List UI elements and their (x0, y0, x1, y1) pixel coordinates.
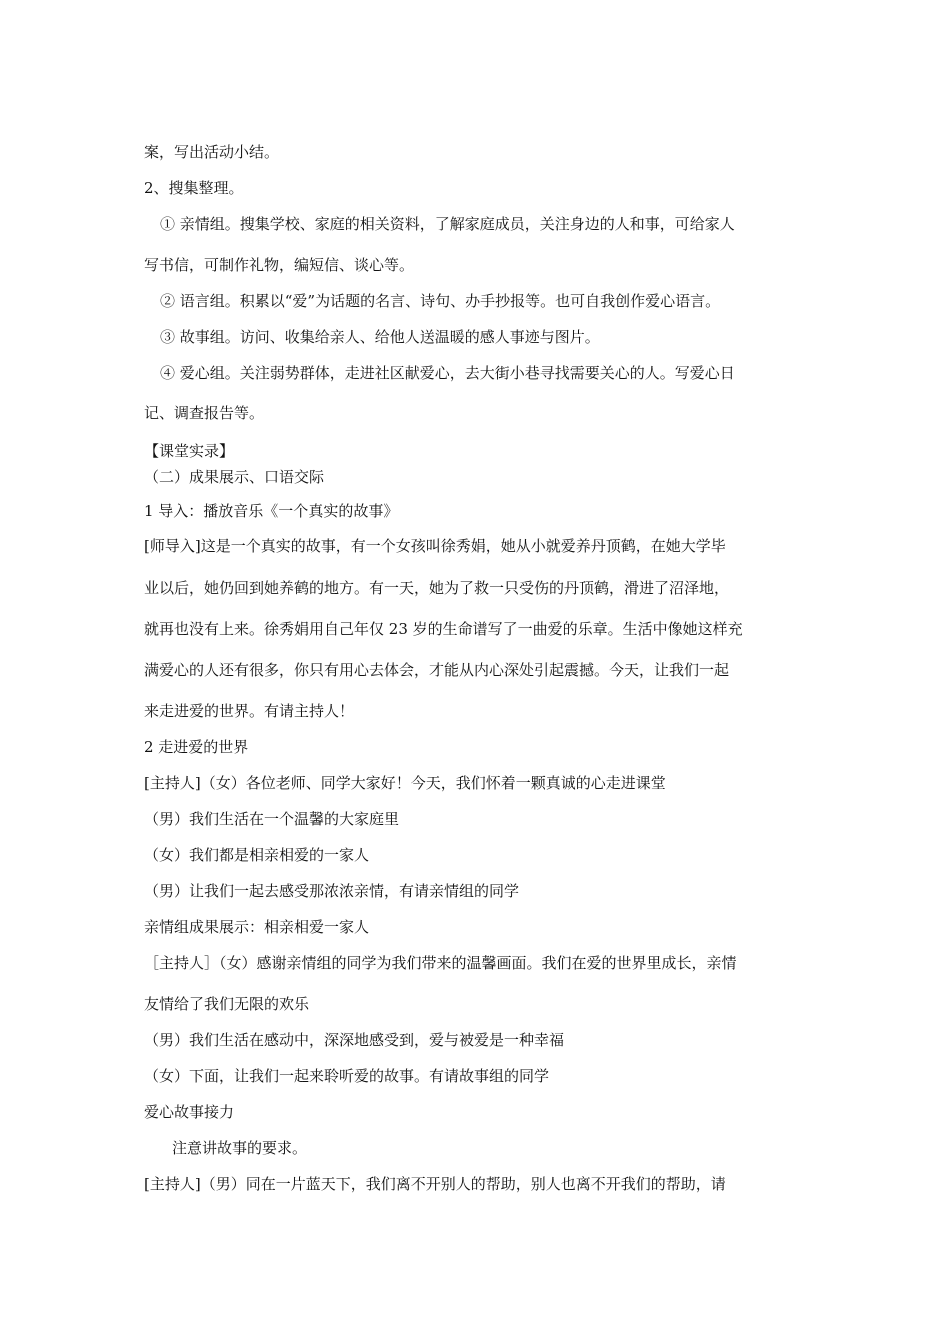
text-line: 业以后，她仍回到她养鹤的地方。有一天，她为了救一只受伤的丹顶鹤，滑进了沼泽地， (144, 579, 730, 597)
list-item-language-group: ② 语言组。积累以“爱”为话题的名言、诗句、办手抄报等。也可自我创作爱心语言。 (160, 292, 721, 310)
text-line: 来走进爱的世界。有请主持人！ (144, 702, 355, 720)
text-line: （男）我们生活在一个温馨的大家庭里 (144, 810, 400, 828)
text-line: 亲情组成果展示：相亲相爱一家人 (144, 918, 370, 936)
list-item-love-group: ④ 爱心组。关注弱势群体，走进社区献爱心，去大街小巷寻找需要关心的人。写爱心日 (160, 364, 735, 382)
text-line: （二）成果展示、口语交际 (144, 468, 325, 486)
text-line: 写书信，可制作礼物，编短信、谈心等。 (144, 256, 415, 274)
text-line: 记、调查报告等。 (144, 404, 265, 422)
text-line: [主持人]（男）同在一片蓝天下，我们离不开别人的帮助，别人也离不开我们的帮助，请 (144, 1175, 726, 1193)
text-line: ［主持人］（女）感谢亲情组的同学为我们带来的温馨画面。我们在爱的世界里成长，亲情 (144, 954, 737, 972)
text-line: （男）我们生活在感动中，深深地感受到，爱与被爱是一种幸福 (144, 1031, 565, 1049)
text-line: （女）我们都是相亲相爱的一家人 (144, 846, 370, 864)
text-line: 2 走进爱的世界 (144, 738, 249, 756)
text-line: （女）下面，让我们一起来聆听爱的故事。有请故事组的同学 (144, 1067, 550, 1085)
text-line: 爱心故事接力 (144, 1103, 235, 1121)
text-line: 就再也没有上来。徐秀娟用自己年仅 23 岁的生命谱写了一曲爱的乐章。生活中像她这样充 (144, 620, 743, 638)
text-line: 注意讲故事的要求。 (172, 1139, 308, 1157)
text-line: （男）让我们一起去感受那浓浓亲情，有请亲情组的同学 (144, 882, 520, 900)
text-line: [主持人]（女）各位老师、同学大家好！今天，我们怀着一颗真诚的心走进课堂 (144, 774, 666, 792)
text-line: [师导入]这是一个真实的故事，有一个女孩叫徐秀娟，她从小就爱养丹顶鹤，在她大学毕 (144, 537, 726, 555)
text-line: 满爱心的人还有很多，你只有用心去体会，才能从内心深处引起震撼。今天，让我们一起 (144, 661, 730, 679)
text-line: 案，写出活动小结。 (144, 143, 280, 161)
text-line: 2、搜集整理。 (144, 179, 244, 197)
list-item-family-group: ① 亲情组。搜集学校、家庭的相关资料，了解家庭成员，关注身边的人和事，可给家人 (160, 215, 735, 233)
section-heading: 【课堂实录】 (144, 442, 235, 460)
list-item-story-group: ③ 故事组。访问、收集给亲人、给他人送温暖的感人事迹与图片。 (160, 328, 600, 346)
text-line: 1 导入：播放音乐《一个真实的故事》 (144, 502, 399, 520)
text-line: 友情给了我们无限的欢乐 (144, 995, 310, 1013)
